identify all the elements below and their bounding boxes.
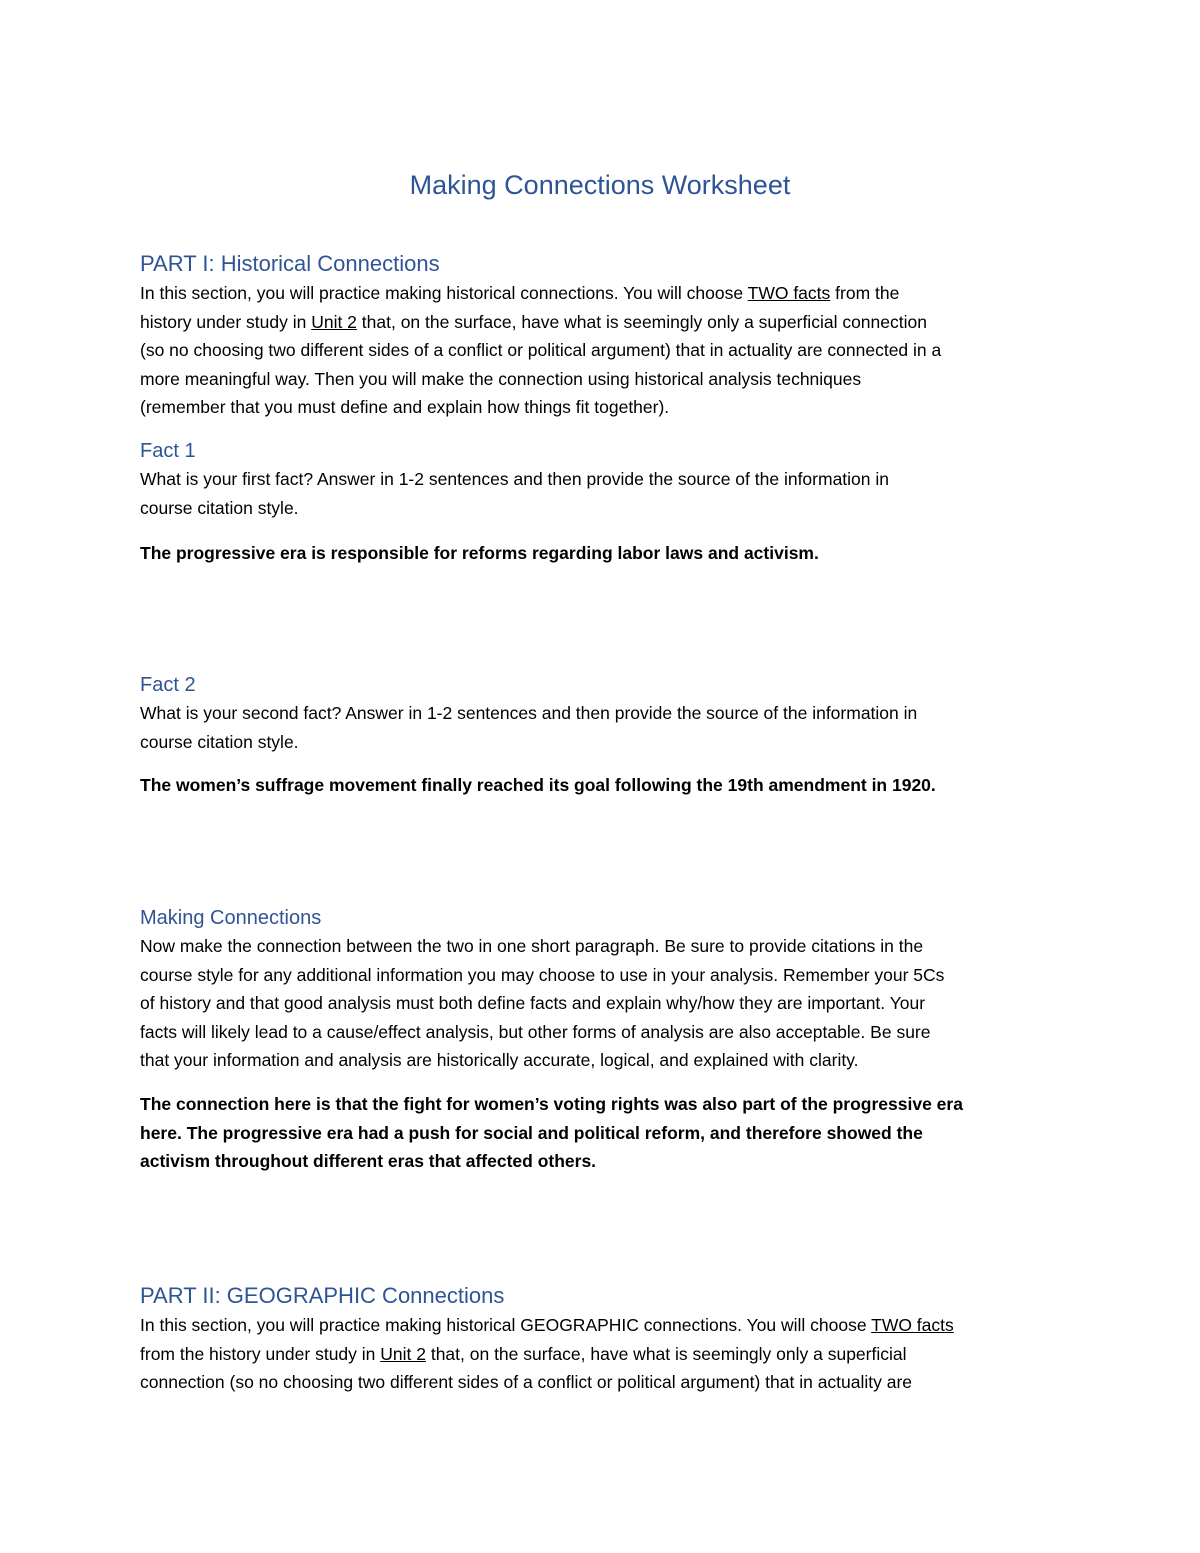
part1-intro-line: (remember that you must define and explain how things fit together).: [140, 397, 670, 417]
unit-2-underlined: Unit 2: [311, 311, 357, 332]
connections-prompt: [140, 932, 1065, 1075]
fact2-prompt-line: course citation style.: [140, 731, 299, 752]
two-facts-underlined: TWO facts: [871, 1315, 954, 1335]
page-title: Making Connections Worksheet: [409, 170, 791, 200]
fact1-heading: Fact 1: [140, 440, 196, 462]
making-connections-heading: Making Connections: [140, 907, 322, 929]
part2-heading: PART II: GEOGRAPHIC Connections: [140, 1283, 505, 1308]
connections-prompt-line: that your information and analysis are historically accurate, logical, and explained with clarity.: [140, 1050, 859, 1070]
connections-answer: [140, 1090, 1065, 1176]
connections-prompt-line: course style for any additional information you may choose to use in your analysis. Remember your 5Cs: [140, 964, 945, 985]
part2-intro-line: from the history under study in Unit 2 that, on the surface, have what is seemingly only a superficial: [140, 1343, 907, 1364]
part2-intro: [140, 1311, 1065, 1397]
part2-intro-line: connection (so no choosing two different sides of a conflict or political argument) that in actuality are: [140, 1372, 913, 1392]
fact2-prompt: [140, 699, 1065, 756]
fact1-prompt-line: What is your first fact? Answer in 1-2 sentences and then provide the source of the information in: [140, 469, 890, 489]
part1-intro-line: In this section, you will practice making historical connections. You will choose TWO facts from the: [140, 283, 900, 303]
fact2-answer: [140, 771, 1065, 800]
connections-prompt-line: Now make the connection between the two in one short paragraph. Be sure to provide citations in the: [140, 936, 924, 956]
fact1-answer-line: The progressive era is responsible for reforms regarding labor laws and activism.: [140, 543, 819, 563]
part1-intro-line: (so no choosing two different sides of a conflict or political argument) that in actuality are connected in a: [140, 340, 942, 360]
two-facts-underlined: TWO facts: [747, 283, 831, 303]
fact2-answer-line: The women’s suffrage movement finally reached its goal following the 19th amendment in 1920.: [140, 775, 936, 795]
connections-prompt-line: facts will likely lead to a cause/effect analysis, but other forms of analysis are also acceptable. Be sure: [140, 1021, 931, 1042]
part1-intro-line: more meaningful way. Then you will make the connection using historical analysis techniques: [140, 368, 862, 389]
part1-intro: [140, 279, 1065, 422]
connections-answer-line: activism throughout different eras that affected others.: [140, 1151, 597, 1171]
part1-heading: PART I: Historical Connections: [140, 251, 440, 276]
fact1-answer: [140, 539, 1065, 568]
part2-intro-line: In this section, you will practice making historical GEOGRAPHIC connections. You will choose TWO facts: [140, 1315, 954, 1335]
fact1-prompt-line: course citation style.: [140, 497, 299, 518]
fact1-prompt: [140, 465, 1065, 522]
fact2-heading: Fact 2: [140, 674, 196, 696]
connections-prompt-line: of history and that good analysis must both define facts and explain why/how they are important. Your: [140, 993, 926, 1013]
connections-answer-line: The connection here is that the fight for women’s voting rights was also part of the progressive era: [140, 1094, 963, 1114]
unit-2-underlined: Unit 2: [380, 1343, 426, 1364]
fact2-prompt-line: What is your second fact? Answer in 1-2 sentences and then provide the source of the information in: [140, 703, 918, 723]
part1-intro-line: history under study in Unit 2 that, on the surface, have what is seemingly only a superficial connection: [140, 311, 927, 332]
connections-answer-line: here. The progressive era had a push for social and political reform, and therefore showed the: [140, 1122, 923, 1143]
